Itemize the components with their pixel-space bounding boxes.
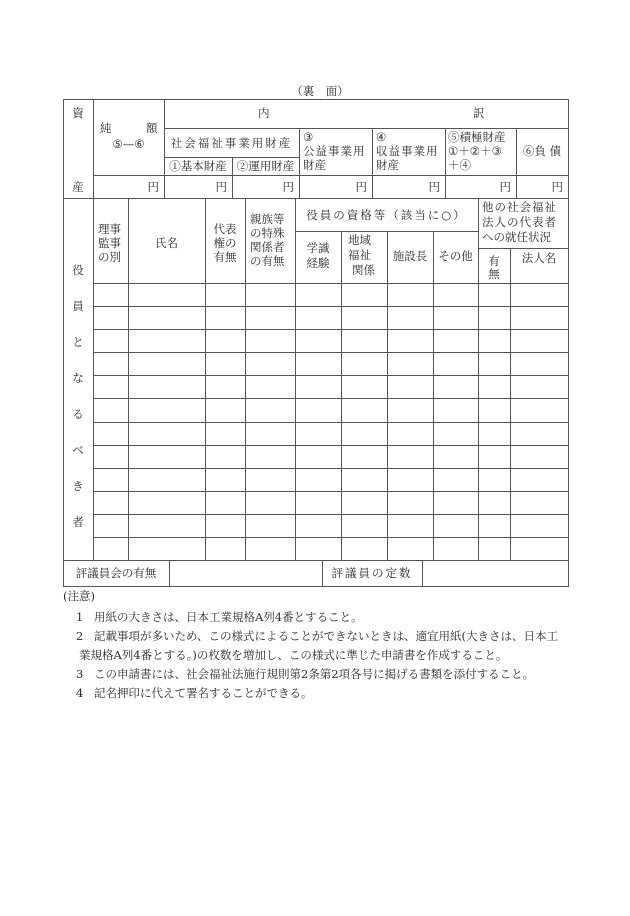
name-cell[interactable] <box>129 446 205 468</box>
academic-cell[interactable] <box>296 376 341 398</box>
has-council-field[interactable] <box>172 566 320 582</box>
net-amount-formula: ⑤—⑥ <box>112 137 145 151</box>
liabilities-value[interactable]: 円 <box>551 180 563 194</box>
presence-cell[interactable] <box>479 538 510 560</box>
academic-cell[interactable] <box>296 330 341 352</box>
name-cell[interactable] <box>129 515 205 537</box>
regional-welfare-cell[interactable] <box>342 423 387 445</box>
representative-cell[interactable] <box>206 284 245 306</box>
special-relation-cell[interactable] <box>246 307 295 329</box>
active-property-header: ⑤積極財産 <box>448 130 506 144</box>
director-auditor-cell[interactable] <box>94 284 128 306</box>
representative-cell[interactable] <box>206 446 245 468</box>
public-interest-value[interactable]: 円 <box>355 180 367 194</box>
facility-head-cell[interactable] <box>388 469 433 491</box>
academic-cell[interactable] <box>296 353 341 375</box>
corp-name-cell[interactable] <box>511 446 568 468</box>
regional-welfare-cell[interactable] <box>342 446 387 468</box>
basic-property-value[interactable]: 円 <box>215 180 227 194</box>
representative-cell[interactable] <box>206 423 245 445</box>
special-relation-cell[interactable] <box>246 446 295 468</box>
other-cell[interactable] <box>434 376 478 398</box>
regional-welfare-cell[interactable] <box>342 515 387 537</box>
facility-head-cell[interactable] <box>388 284 433 306</box>
other-corp-header-2: 法人の代表者 <box>482 215 557 229</box>
director-auditor-cell[interactable] <box>94 469 128 491</box>
other-cell[interactable] <box>434 307 478 329</box>
operating-property-value[interactable]: 円 <box>282 180 294 194</box>
side-label-char: 役 <box>72 263 84 277</box>
presence-cell[interactable] <box>479 284 510 306</box>
facility-head-cell[interactable] <box>388 538 433 560</box>
liabilities-header: ⑥負 債 <box>522 144 562 158</box>
special-relation-cell[interactable] <box>246 399 295 421</box>
active-property-value[interactable]: 円 <box>499 180 511 194</box>
facility-head-header: 施設長 <box>392 249 428 263</box>
other-cell[interactable] <box>434 446 478 468</box>
side-label-char: 者 <box>72 515 84 529</box>
regional-welfare-header-2: 福祉 <box>348 248 371 262</box>
corp-name-header: 法人名 <box>521 251 557 265</box>
regional-welfare-cell[interactable] <box>342 330 387 352</box>
representative-cell[interactable] <box>206 307 245 329</box>
regional-welfare-cell[interactable] <box>342 399 387 421</box>
facility-head-cell[interactable] <box>388 423 433 445</box>
facility-head-cell[interactable] <box>388 353 433 375</box>
member-count-field[interactable] <box>425 566 565 582</box>
assets-label-top: 資 <box>72 106 84 120</box>
corp-name-cell[interactable] <box>511 353 568 375</box>
regional-welfare-cell[interactable] <box>342 284 387 306</box>
academic-header: 学識 <box>306 241 330 255</box>
side-label-char: と <box>72 335 84 349</box>
corp-name-cell[interactable] <box>511 330 568 352</box>
facility-head-cell[interactable] <box>388 492 433 514</box>
presence-cell[interactable] <box>479 399 510 421</box>
side-label-char: る <box>72 407 84 421</box>
name-cell[interactable] <box>129 423 205 445</box>
regional-welfare-cell[interactable] <box>342 376 387 398</box>
special-relation-cell[interactable] <box>246 353 295 375</box>
name-cell[interactable] <box>129 538 205 560</box>
regional-welfare-header-3: 関係 <box>352 263 375 277</box>
academic-cell[interactable] <box>296 446 341 468</box>
representative-cell[interactable] <box>206 353 245 375</box>
name-cell[interactable] <box>129 330 205 352</box>
note-1-text: 用紙の大きさは、日本工業規格A列4番とすること。 <box>94 610 363 624</box>
director-auditor-cell[interactable] <box>94 423 128 445</box>
note-2-number: 2 <box>76 629 84 643</box>
director-auditor-cell[interactable] <box>94 353 128 375</box>
representative-cell[interactable] <box>206 399 245 421</box>
side-label-char: 員 <box>72 299 84 313</box>
other-cell[interactable] <box>434 492 478 514</box>
name-cell[interactable] <box>129 307 205 329</box>
director-auditor-header-2: 監事 <box>98 236 121 250</box>
name-cell[interactable] <box>129 469 205 491</box>
academic-cell[interactable] <box>296 492 341 514</box>
member-count-label: 評議員の定数 <box>331 566 413 580</box>
regional-welfare-cell[interactable] <box>342 492 387 514</box>
presence-cell[interactable] <box>479 307 510 329</box>
regional-welfare-header: 地域 <box>348 233 371 247</box>
presence-cell[interactable] <box>479 469 510 491</box>
presence-header: 有 <box>488 254 500 268</box>
has-council-label: 評議員会の有無 <box>75 566 157 580</box>
director-auditor-cell[interactable] <box>94 538 128 560</box>
note-2-text: 記載事項が多いため、この様式によることができないときは、適宜用紙(大きさは、日本工 <box>94 629 559 643</box>
director-auditor-header-3: の別 <box>98 250 121 264</box>
representative-header-3: 有無 <box>213 250 237 264</box>
director-auditor-cell[interactable] <box>94 515 128 537</box>
note-3-text: この申請書には、社会福祉法施行規則第2条第2項各号に掲げる書類を添付すること。 <box>94 667 535 681</box>
presence-cell[interactable] <box>479 330 510 352</box>
academic-header-2: 経験 <box>306 256 330 270</box>
facility-head-cell[interactable] <box>388 376 433 398</box>
corp-name-cell[interactable] <box>511 515 568 537</box>
regional-welfare-cell[interactable] <box>342 353 387 375</box>
net-amount-value[interactable]: 円 <box>147 180 159 194</box>
other-cell[interactable] <box>434 515 478 537</box>
corp-name-cell[interactable] <box>511 284 568 306</box>
special-relation-cell[interactable] <box>246 376 295 398</box>
academic-cell[interactable] <box>296 469 341 491</box>
notes-heading: (注意) <box>63 589 95 603</box>
special-relation-cell[interactable] <box>246 284 295 306</box>
corp-name-cell[interactable] <box>511 399 568 421</box>
special-relation-header-3: 関係者 <box>250 240 285 254</box>
corp-name-cell[interactable] <box>511 376 568 398</box>
profit-business-value[interactable]: 円 <box>428 180 440 194</box>
representative-cell[interactable] <box>206 492 245 514</box>
facility-head-cell[interactable] <box>388 515 433 537</box>
academic-cell[interactable] <box>296 399 341 421</box>
facility-head-cell[interactable] <box>388 307 433 329</box>
presence-cell[interactable] <box>479 446 510 468</box>
special-relation-cell[interactable] <box>246 515 295 537</box>
director-auditor-header: 理事 <box>98 222 121 236</box>
special-relation-cell[interactable] <box>246 330 295 352</box>
director-auditor-cell[interactable] <box>94 376 128 398</box>
regional-welfare-cell[interactable] <box>342 307 387 329</box>
page-label: （裏 面） <box>291 84 349 98</box>
presence-header-2: 無 <box>488 267 500 281</box>
corp-name-cell[interactable] <box>511 492 568 514</box>
regional-welfare-cell[interactable] <box>342 469 387 491</box>
other-cell[interactable] <box>434 423 478 445</box>
director-auditor-cell[interactable] <box>94 307 128 329</box>
special-relation-cell[interactable] <box>246 538 295 560</box>
facility-head-cell[interactable] <box>388 446 433 468</box>
name-header: 氏名 <box>155 236 178 250</box>
corp-name-cell[interactable] <box>511 538 568 560</box>
representative-cell[interactable] <box>206 515 245 537</box>
other-corp-header: 他の社会福祉 <box>482 200 557 214</box>
special-relation-header-2: の特殊 <box>250 226 285 240</box>
presence-cell[interactable] <box>479 515 510 537</box>
active-property-formula: ①＋②＋③ <box>448 144 502 158</box>
special-relation-header: 親族等 <box>250 212 285 226</box>
facility-head-cell[interactable] <box>388 330 433 352</box>
presence-cell[interactable] <box>479 492 510 514</box>
corp-name-cell[interactable] <box>511 307 568 329</box>
profit-business-header-suffix: 財産 <box>376 158 399 172</box>
director-auditor-cell[interactable] <box>94 446 128 468</box>
side-label-char: な <box>72 371 84 385</box>
representative-cell[interactable] <box>206 376 245 398</box>
director-auditor-cell[interactable] <box>94 492 128 514</box>
other-corp-header-3: への就任状況 <box>482 230 551 244</box>
special-relation-cell[interactable] <box>246 492 295 514</box>
side-label-char: き <box>72 479 84 493</box>
special-relation-header-4: の有無 <box>250 254 285 268</box>
academic-cell[interactable] <box>296 284 341 306</box>
public-interest-header-suffix: 財産 <box>303 158 326 172</box>
name-cell[interactable] <box>129 376 205 398</box>
public-interest-header-num: ③ <box>303 130 314 144</box>
name-cell[interactable] <box>129 353 205 375</box>
other-cell[interactable] <box>434 353 478 375</box>
note-1-number: 1 <box>76 610 84 624</box>
regional-welfare-cell[interactable] <box>342 538 387 560</box>
representative-header: 代表 <box>213 222 237 236</box>
name-cell[interactable] <box>129 284 205 306</box>
facility-head-cell[interactable] <box>388 399 433 421</box>
note-4-text: 記名押印に代えて署名することができる。 <box>94 686 313 700</box>
representative-cell[interactable] <box>206 469 245 491</box>
other-header: その他 <box>438 249 473 263</box>
note-2-text-cont: 業規格A列4番とする。)の枚数を増加し、この様式に準じた申請書を作成すること。 <box>79 648 508 662</box>
breakdown-header-left: 内 <box>258 106 270 120</box>
net-amount-label: 純 額 <box>100 121 158 135</box>
profit-business-header-num: ④ <box>376 130 387 144</box>
active-property-formula-cont: ＋④ <box>448 158 471 172</box>
other-cell[interactable] <box>434 284 478 306</box>
breakdown-header-right: 訳 <box>473 106 485 120</box>
special-relation-cell[interactable] <box>246 423 295 445</box>
other-cell[interactable] <box>434 330 478 352</box>
note-3-number: 3 <box>76 667 84 681</box>
representative-cell[interactable] <box>206 330 245 352</box>
academic-cell[interactable] <box>296 538 341 560</box>
academic-cell[interactable] <box>296 307 341 329</box>
corp-name-cell[interactable] <box>511 469 568 491</box>
name-cell[interactable] <box>129 492 205 514</box>
director-auditor-cell[interactable] <box>94 330 128 352</box>
presence-cell[interactable] <box>479 353 510 375</box>
basic-property-header: ①基本財産 <box>169 159 227 173</box>
representative-cell[interactable] <box>206 538 245 560</box>
side-label-char: べ <box>72 443 84 457</box>
social-welfare-property-header: 社会福祉事業用財産 <box>170 136 293 150</box>
academic-cell[interactable] <box>296 423 341 445</box>
name-cell[interactable] <box>129 399 205 421</box>
public-interest-header: 公益事業用 <box>303 144 366 158</box>
note-4-number: 4 <box>76 686 84 700</box>
special-relation-cell[interactable] <box>246 469 295 491</box>
corp-name-cell[interactable] <box>511 423 568 445</box>
operating-property-header: ②運用財産 <box>236 159 295 173</box>
other-cell[interactable] <box>434 399 478 421</box>
representative-header-2: 権の <box>213 236 237 250</box>
academic-cell[interactable] <box>296 515 341 537</box>
presence-cell[interactable] <box>479 376 510 398</box>
other-cell[interactable] <box>434 469 478 491</box>
qualification-header: 役員の資格等（該当に○） <box>306 208 467 222</box>
other-cell[interactable] <box>434 538 478 560</box>
director-auditor-cell[interactable] <box>94 399 128 421</box>
assets-label-bottom: 産 <box>72 180 84 194</box>
presence-cell[interactable] <box>479 423 510 445</box>
profit-business-header: 収益事業用 <box>376 144 439 158</box>
